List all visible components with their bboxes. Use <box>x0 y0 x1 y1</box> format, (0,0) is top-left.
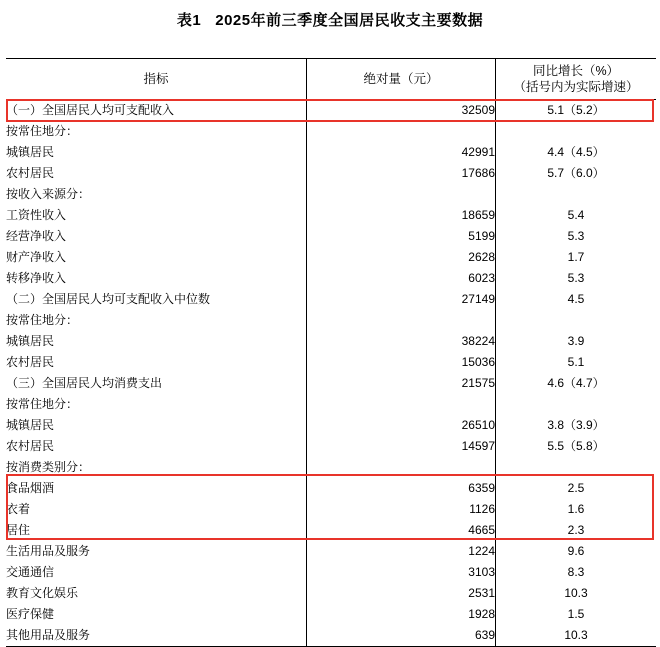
row-growth-value: 3.9 <box>496 331 657 352</box>
row-growth-value: 5.4 <box>496 205 657 226</box>
table-row <box>6 331 656 352</box>
table-row <box>6 352 656 373</box>
row-growth-value: 3.8（3.9） <box>496 415 657 436</box>
column-header-indicator: 指标 <box>6 59 307 100</box>
row-label: 衣着 <box>6 502 31 516</box>
row-label: 食品烟酒 <box>6 481 55 495</box>
table-row <box>6 205 656 226</box>
row-growth-value: 5.5（5.8） <box>496 436 657 457</box>
row-absolute-value: 2628 <box>307 247 496 268</box>
table-row <box>6 541 656 562</box>
row-absolute-value: 26510 <box>307 415 496 436</box>
row-absolute-value: 1224 <box>307 541 496 562</box>
row-growth-value: 5.1 <box>496 352 657 373</box>
row-label: 医疗保健 <box>6 607 55 621</box>
row-growth-value <box>496 394 657 415</box>
row-label: 生活用品及服务 <box>6 544 91 558</box>
row-growth-value: 4.4（4.5） <box>496 142 657 163</box>
row-label: 交通通信 <box>6 565 55 579</box>
row-absolute-value <box>307 184 496 205</box>
row-absolute-value: 18659 <box>307 205 496 226</box>
row-label: （一）全国居民人均可支配收入 <box>6 103 175 117</box>
row-label: 按常住地分： <box>6 397 79 411</box>
table-header-row <box>6 59 656 100</box>
row-label: 按常住地分： <box>6 124 79 138</box>
row-growth-value: 5.7（6.0） <box>496 163 657 184</box>
table-row <box>6 268 656 289</box>
table-row <box>6 373 656 394</box>
row-absolute-value: 4665 <box>307 520 496 541</box>
row-growth-value <box>496 184 657 205</box>
table-row <box>6 604 656 625</box>
row-label: 教育文化娱乐 <box>6 586 79 600</box>
row-absolute-value <box>307 457 496 478</box>
column-header-growth-line1: 同比增长（%） <box>532 64 620 78</box>
table-row <box>6 562 656 583</box>
row-absolute-value: 1928 <box>307 604 496 625</box>
row-label: （三）全国居民人均消费支出 <box>6 376 163 390</box>
row-label: 经营净收入 <box>6 229 67 243</box>
row-growth-value: 4.5 <box>496 289 657 310</box>
row-absolute-value <box>307 394 496 415</box>
table-row <box>6 121 656 142</box>
row-absolute-value: 42991 <box>307 142 496 163</box>
row-absolute-value: 27149 <box>307 289 496 310</box>
row-absolute-value: 6023 <box>307 268 496 289</box>
row-absolute-value: 6359 <box>307 478 496 499</box>
row-growth-value: 5.3 <box>496 268 657 289</box>
row-absolute-value: 32509 <box>307 100 496 122</box>
row-absolute-value: 1126 <box>307 499 496 520</box>
row-label: 按消费类别分： <box>6 460 91 474</box>
income-expenditure-table <box>6 58 656 647</box>
row-absolute-value: 14597 <box>307 436 496 457</box>
row-label: 按常住地分： <box>6 313 79 327</box>
table-row <box>6 289 656 310</box>
table-row <box>6 247 656 268</box>
table-container <box>0 58 660 647</box>
table-row <box>6 583 656 604</box>
row-growth-value: 5.3 <box>496 226 657 247</box>
row-label: 农村居民 <box>6 166 55 180</box>
row-growth-value: 1.6 <box>496 499 657 520</box>
page-title <box>0 0 660 36</box>
row-absolute-value <box>307 310 496 331</box>
row-label: 转移净收入 <box>6 271 67 285</box>
row-growth-value: 10.3 <box>496 583 657 604</box>
row-growth-value: 9.6 <box>496 541 657 562</box>
row-growth-value: 5.1（5.2） <box>496 100 657 122</box>
row-absolute-value: 639 <box>307 625 496 647</box>
row-label: （二）全国居民人均可支配收入中位数 <box>6 292 211 306</box>
row-growth-value: 10.3 <box>496 625 657 647</box>
row-growth-value <box>496 457 657 478</box>
row-growth-value <box>496 121 657 142</box>
table-row <box>6 499 656 520</box>
row-absolute-value: 2531 <box>307 583 496 604</box>
row-label: 农村居民 <box>6 355 55 369</box>
row-label: 城镇居民 <box>6 334 55 348</box>
title-text: 2025年前三季度全国居民收支主要数据 <box>215 12 484 29</box>
table-row <box>6 142 656 163</box>
row-growth-value: 8.3 <box>496 562 657 583</box>
row-label: 工资性收入 <box>6 208 67 222</box>
table-body <box>6 100 656 647</box>
row-growth-value: 2.5 <box>496 478 657 499</box>
row-absolute-value: 5199 <box>307 226 496 247</box>
row-label: 居住 <box>6 523 31 537</box>
table-number: 表1 <box>176 12 202 29</box>
row-absolute-value: 3103 <box>307 562 496 583</box>
column-header-growth-line2: （括号内为实际增速） <box>513 80 639 94</box>
table-row <box>6 625 656 647</box>
row-growth-value: 1.5 <box>496 604 657 625</box>
table-row <box>6 163 656 184</box>
table-row <box>6 436 656 457</box>
row-absolute-value: 15036 <box>307 352 496 373</box>
row-label: 城镇居民 <box>6 418 55 432</box>
row-label: 农村居民 <box>6 439 55 453</box>
table-row <box>6 100 656 122</box>
table-row <box>6 457 656 478</box>
row-absolute-value: 17686 <box>307 163 496 184</box>
table-row <box>6 520 656 541</box>
table-row <box>6 226 656 247</box>
row-growth-value: 1.7 <box>496 247 657 268</box>
row-absolute-value: 21575 <box>307 373 496 394</box>
table-row <box>6 394 656 415</box>
column-header-absolute-value: 绝对量（元） <box>307 59 496 100</box>
column-header-growth <box>496 59 657 100</box>
row-growth-value <box>496 310 657 331</box>
row-label: 财产净收入 <box>6 250 67 264</box>
row-absolute-value <box>307 121 496 142</box>
row-label: 其他用品及服务 <box>6 625 307 647</box>
table-row <box>6 184 656 205</box>
row-growth-value: 2.3 <box>496 520 657 541</box>
row-label: 城镇居民 <box>6 145 55 159</box>
table-row <box>6 310 656 331</box>
row-growth-value: 4.6（4.7） <box>496 373 657 394</box>
row-absolute-value: 38224 <box>307 331 496 352</box>
table-row <box>6 415 656 436</box>
row-label: 按收入来源分： <box>6 187 91 201</box>
table-row <box>6 478 656 499</box>
